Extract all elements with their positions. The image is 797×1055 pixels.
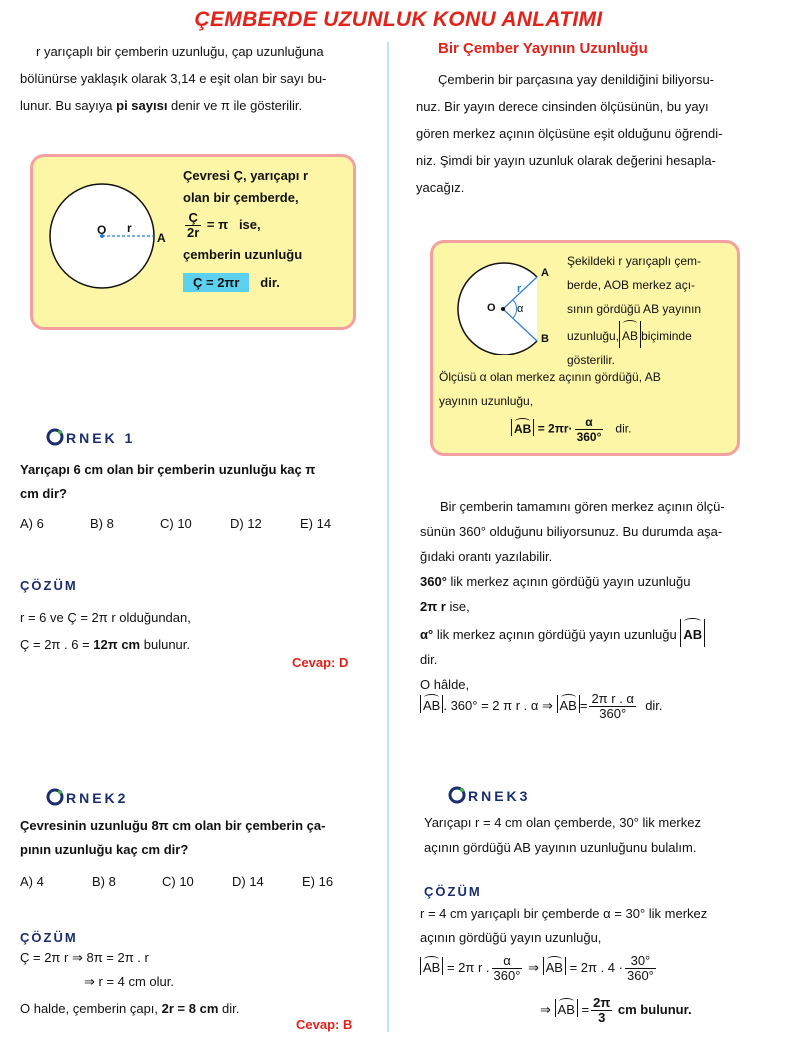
circumference-formula: Ç = 2πr — [183, 273, 249, 292]
proportion-line-8: O hâlde, — [420, 677, 470, 692]
intro-text — [20, 38, 380, 119]
cozum1-body — [20, 604, 380, 658]
arc-intro-line-2: nuz. Bir yayın derece cinsinden ölçüsünün, bu yayı — [416, 99, 709, 114]
dir-word: dir. — [645, 697, 663, 713]
proportion-2pir: 2π r — [420, 599, 446, 614]
arc-ab: AB — [423, 695, 440, 713]
frac-num: 30° — [625, 954, 656, 969]
cozum3-equation-1 — [420, 954, 658, 983]
ornek1-question — [20, 458, 380, 506]
ornek1-question-line1: Yarıçapı 6 cm olan bir çemberin uzunluğu kaç π — [20, 462, 316, 477]
option-b[interactable]: B) 8 — [90, 516, 114, 531]
proportion-equation — [420, 692, 663, 721]
ornek1-question-line2: cm dir? — [20, 486, 67, 501]
box2-line-2: berde, AOB merkez açı- — [567, 278, 696, 292]
proportion-line-2: sünün 360° olduğunu biliyorsunuz. Bu durumda aşa- — [420, 524, 723, 539]
arc-length-fraction — [589, 692, 636, 721]
proportion-equation-mid: . 360° = 2 π r . α ⇒ — [443, 697, 553, 713]
cozum3-body — [420, 902, 780, 950]
cozum3-line-2: açının gördüğü yayın uzunluğu, — [420, 930, 602, 945]
box2-line-6: Ölçüsü α olan merkez açının gördüğü, AB — [439, 370, 661, 384]
c-over-2r — [185, 211, 201, 240]
option-d[interactable]: D) 12 — [230, 516, 262, 531]
proportion-line-5-post: ise, — [445, 599, 470, 614]
frac-num: α — [492, 954, 523, 969]
cozum2-line-3-post: dir. — [218, 1001, 240, 1016]
proportion-line-4 — [420, 569, 780, 594]
option-c[interactable]: C) 10 — [162, 874, 194, 889]
proportion-line-6-post: lik merkez açının gördüğü yayın uzunluğu — [433, 627, 677, 642]
proportion-line-6 — [420, 619, 780, 647]
arc-ab: AB — [514, 419, 531, 436]
box2-line-5: gösterilir. — [567, 353, 616, 367]
cozum3-equation-2 — [540, 996, 692, 1025]
ornek2-question — [20, 814, 380, 862]
cozum2-body — [20, 946, 380, 1021]
implies-arrow: ⇒ — [540, 1001, 551, 1017]
box2-text — [567, 249, 733, 372]
frac-den: 360° — [599, 706, 627, 721]
pi-term: pi sayısı — [116, 98, 168, 113]
arc-intro-line-1: Çemberin bir parçasına yay denildiğini biliyorsu- — [438, 72, 715, 87]
point-label-a: A — [541, 267, 549, 279]
frac-den: 360° — [576, 430, 602, 444]
arc-ab: AB — [560, 695, 577, 713]
box2-line-3: sının gördüğü AB yayının — [567, 302, 702, 316]
ornek2-question-line2: pının uzunluğu kaç cm dir? — [20, 842, 189, 857]
proportion-360: 360° — [420, 574, 447, 589]
cozum1-line-2-pre: Ç = 2π . 6 = — [20, 637, 94, 652]
proportion-line-1: Bir çemberin tamamını gören merkez açının ölçü- — [440, 499, 725, 514]
implies-arrow: ⇒ — [528, 959, 539, 975]
cozum1-line-2-post: bulunur. — [140, 637, 190, 652]
cozum2-line-1: Ç = 2π r ⇒ 8π = 2π . r — [20, 950, 149, 965]
arc-ab: AB — [683, 619, 702, 647]
proportion-line-3: ğıdaki orantı yazılabilir. — [420, 549, 553, 564]
ornek1-options — [0, 516, 390, 536]
cozum1-line-2 — [20, 631, 380, 658]
angle-label-alpha: α — [517, 303, 524, 315]
eq-pi: = π — [206, 216, 229, 232]
option-e[interactable]: E) 16 — [302, 874, 334, 889]
ornek1-label: RNEK 1 — [66, 430, 136, 446]
box2-line-7: yayının uzunluğu, — [439, 394, 534, 408]
arc-ab: AB — [558, 999, 575, 1017]
cozum3-heading: ÇÖZÜM — [424, 884, 482, 899]
box2-line-4 — [567, 321, 733, 348]
arc-intro-line-5: yacağız. — [416, 180, 465, 195]
intro-line-2: bölünürse yaklaşık olarak 3,14 e eşit olan bir sayı bu- — [20, 71, 327, 86]
proportion-section — [420, 494, 780, 697]
ornek3-heading — [448, 786, 530, 806]
box1-line-2: olan bir çemberde, — [183, 190, 299, 205]
frac-den: 360° — [493, 968, 521, 983]
ornek2-question-line1: Çevresinin uzunluğu 8π cm olan bir çemberin ça- — [20, 818, 326, 833]
cozum1-result: 12π cm — [93, 637, 141, 652]
box2-line-4-post: biçiminde — [641, 329, 692, 343]
box1-line-1: Çevresi Ç, yarıçapı r — [183, 168, 309, 183]
intro-line-3 — [20, 92, 380, 119]
point-label-b: B — [541, 333, 549, 345]
cozum1-heading: ÇÖZÜM — [20, 578, 78, 593]
option-b[interactable]: B) 8 — [92, 874, 116, 889]
ise-word: ise, — [238, 216, 261, 232]
box2-line-1: Şekildeki r yarıçaplı çem- — [567, 254, 702, 268]
formula-line — [183, 272, 353, 294]
radius-label-r: r — [517, 283, 522, 295]
ornek3-question — [424, 810, 784, 860]
ornek-o-icon — [448, 786, 468, 804]
box1-text — [183, 165, 353, 294]
proportion-alpha: α° — [420, 627, 434, 642]
arc-ab-notation: AB — [622, 321, 638, 348]
equals-sign: = — [579, 697, 588, 713]
cozum2-heading: ÇÖZÜM — [20, 930, 78, 945]
cozum2-line-2: ⇒ r = 4 cm olur. — [84, 974, 175, 989]
frac-den: 3 — [598, 1010, 606, 1025]
radius-label-r: r — [127, 221, 132, 235]
ornek-o-icon — [46, 428, 66, 446]
ornek2-label: RNEK2 — [66, 790, 129, 806]
proportion-line-5 — [420, 594, 780, 619]
equals-sign: = — [581, 1001, 590, 1017]
arc-intro — [416, 66, 776, 201]
ornek3-question-line2: açının gördüğü AB yayının uzunluğunu bulalım. — [424, 840, 697, 855]
cozum3-line-1: r = 4 cm yarıçaplı bir çemberde α = 30° lik merkez — [420, 906, 708, 921]
circumference-box — [30, 154, 356, 330]
dir-word: dir. — [615, 421, 632, 436]
arc-formula — [511, 415, 631, 444]
frac-num: α — [575, 415, 604, 430]
alpha-over-360 — [575, 415, 604, 444]
cozum3-eq-part: = 2π r . — [446, 959, 490, 975]
center-label-o: O — [97, 223, 107, 237]
box2-line-4-pre: uzunluğu, — [567, 329, 620, 343]
ornek3-label: RNEK3 — [468, 788, 531, 804]
proportion-line-4-post: lik merkez açının gördüğü yayın uzunluğu — [446, 574, 691, 589]
cozum3-result: cm bulunur. — [617, 1001, 692, 1017]
center-label-o: O — [487, 302, 496, 314]
ornek2-heading — [46, 788, 128, 808]
intro-line-3-pre: lunur. Bu sayıya — [20, 98, 117, 113]
arc-length-heading: Bir Çember Yayının Uzunluğu — [438, 40, 648, 57]
frac-den: 360° — [626, 968, 654, 983]
arc-ab: AB — [546, 957, 563, 975]
frac-den: 2r — [187, 225, 200, 240]
ornek1-heading — [46, 428, 135, 448]
intro-line-1: r yarıçaplı bir çemberin uzunluğu, çap uzunluğuna — [36, 44, 324, 59]
option-a[interactable]: A) 4 — [20, 874, 44, 889]
box1-line-4: çemberin uzunluğu — [183, 247, 303, 262]
option-d[interactable]: D) 14 — [232, 874, 264, 889]
intro-line-3-post: denir ve π ile gösterilir. — [167, 98, 303, 113]
arc-length-box — [430, 240, 740, 456]
arc-formula-eq: = 2πr· — [537, 421, 573, 436]
arc-intro-line-3: gören merkez açının ölçüsüne eşit olduğunu öğrendi- — [416, 126, 723, 141]
frac-num: Ç — [185, 211, 201, 226]
ornek3-question-line1: Yarıçapı r = 4 cm olan çemberde, 30° lik merkez — [424, 815, 701, 830]
point-label-a: A — [157, 231, 166, 245]
cevap1: Cevap: D — [292, 655, 349, 670]
arc-intro-line-4: niz. Şimdi bir yayın uzunluk olarak değerini hesapla- — [416, 153, 716, 168]
option-c[interactable]: C) 10 — [160, 516, 192, 531]
page-title: ÇEMBERDE UZUNLUK KONU ANLATIMI — [194, 8, 603, 31]
thirty-over-360 — [625, 954, 656, 983]
two-pi-over-three — [591, 996, 612, 1025]
pi-definition — [183, 211, 353, 240]
cevap2: Cevap: B — [296, 1017, 353, 1032]
alpha-over-360 — [492, 954, 523, 983]
cozum1-line-1: r = 6 ve Ç = 2π r olduğundan, — [20, 610, 191, 625]
option-e[interactable]: E) 14 — [300, 516, 332, 531]
dir-word: dir. — [260, 275, 280, 290]
frac-num: 2π r . α — [591, 691, 634, 706]
proportion-line-7: dir. — [420, 652, 438, 667]
ornek-o-icon — [46, 788, 66, 806]
cozum2-line-3-pre: O halde, çemberin çapı, — [20, 1001, 162, 1016]
frac-num: 2π — [593, 995, 611, 1010]
arc-ab: AB — [423, 957, 440, 975]
option-a[interactable]: A) 6 — [20, 516, 44, 531]
ornek2-options — [0, 874, 390, 894]
box2-text-lower — [439, 365, 735, 413]
cozum3-eq-part-2: = 2π . 4 · — [569, 959, 623, 975]
cozum2-result: 2r = 8 cm — [161, 1001, 219, 1016]
